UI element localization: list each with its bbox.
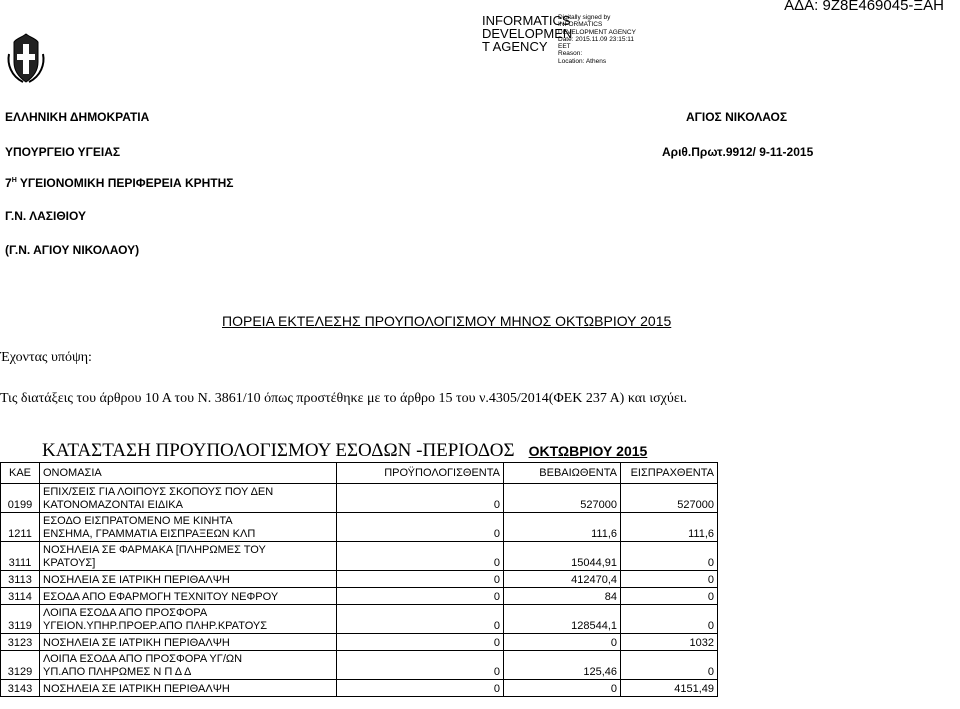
cell-collected: 1032 [621, 634, 718, 651]
cell-name-line: ΚΡΑΤΟΥΣ] [43, 557, 96, 569]
cell-budget: 0 [337, 542, 504, 571]
cell-collected: 0 [621, 542, 718, 571]
cell-name: ΕΣΟΔΑ ΑΠΟ ΕΦΑΡΜΟΓΗ ΤΕΧΝΙΤΟΥ ΝΕΦΡΟΥ [40, 588, 337, 605]
cell-name: ΝΟΣΗΛΕΙΑ ΣΕ ΙΑΤΡΙΚΗ ΠΕΡΙΘΑΛΨΗ [40, 680, 337, 697]
cell-budget: 0 [337, 571, 504, 588]
cell-budget: 0 [337, 634, 504, 651]
signature-detail-line: DEVELOPMENT AGENCY [558, 28, 636, 36]
cell-kae: 3113 [1, 571, 40, 588]
cell-name [40, 484, 337, 513]
region-number: 7 [5, 176, 12, 190]
cell-collected: 0 [621, 571, 718, 588]
hospital-name: Γ.Ν. ΛΑΣΙΘΙΟΥ [5, 209, 86, 223]
ada-code: ΑΔΑ: 9Ζ8Ε469045-ΞΑΗ [784, 0, 944, 14]
cell-budget: 0 [337, 484, 504, 513]
cell-collected: 0 [621, 588, 718, 605]
table-row [1, 605, 718, 634]
greek-emblem-icon [5, 32, 47, 84]
cell-name-line: ΕΣΟΔΟ ΕΙΣΠΡΑΤΟΜΕΝΟ ΜΕ ΚΙΝΗΤΑ [43, 515, 233, 527]
cell-name: ΝΟΣΗΛΕΙΑ ΣΕ ΙΑΤΡΙΚΗ ΠΕΡΙΘΑΛΨΗ [40, 571, 337, 588]
table-header-row [1, 463, 718, 484]
health-region [5, 176, 234, 190]
cell-budget: 0 [337, 513, 504, 542]
cell-name-line: ΝΟΣΗΛΕΙΑ ΣΕ ΦΑΡΜΑΚΑ [ΠΛΗΡΩΜΕΣ ΤΟΥ [43, 544, 266, 556]
cell-budget: 0 [337, 605, 504, 634]
cell-certified: 84 [504, 588, 621, 605]
table-row [1, 571, 718, 588]
table-row [1, 634, 718, 651]
republic-label: ΕΛΛΗΝΙΚΗ ΔΗΜΟΚΡΑΤΙΑ [5, 110, 150, 124]
cell-certified: 15044,91 [504, 542, 621, 571]
cell-kae: 3129 [1, 651, 40, 680]
cell-certified: 412470,4 [504, 571, 621, 588]
cell-name [40, 651, 337, 680]
cell-name: ΝΟΣΗΛΕΙΑ ΣΕ ΙΑΤΡΙΚΗ ΠΕΡΙΘΑΛΨΗ [40, 634, 337, 651]
cell-certified: 527000 [504, 484, 621, 513]
cell-collected: 0 [621, 605, 718, 634]
cell-budget: 0 [337, 680, 504, 697]
table-row [1, 680, 718, 697]
table-row [1, 484, 718, 513]
cell-name-line: ΕΠΙΧ/ΣΕΙΣ ΓΙΑ ΛΟΙΠΟΥΣ ΣΚΟΠΟΥΣ ΠΟΥ ΔΕΝ [43, 486, 274, 498]
column-header-budget: ΠΡΟΫΠΟΛΟΓΙΣΘΕΝΤΑ [337, 463, 504, 484]
signature-details [558, 14, 636, 65]
provisions-text: Τις διατάξεις του άρθρου 10 Α του Ν. 3861/10 όπως προστέθηκε με το άρθρο 15 του ν.4305/2014(ΦΕΚ 237 Α) και ισχύει. [0, 391, 687, 406]
protocol-number: Αριθ.Πρωτ.9912/ 9-11-2015 [662, 145, 814, 159]
column-header-collected: ΕΙΣΠΡΑΧΘΕΝΤΑ [621, 463, 718, 484]
revenue-table [0, 462, 718, 697]
region-superscript: Η [11, 177, 17, 184]
signature-detail-line: Location: Athens [558, 57, 607, 65]
signature-org-line: DEVELOPMEN [482, 26, 573, 41]
cell-name-line: ΛΟΙΠΑ ΕΣΟΔΑ ΑΠΟ ΠΡΟΣΦΟΡΑ ΥΓ/ΩΝ [43, 653, 243, 665]
column-header-certified: ΒΕΒΑΙΩΘΕΝΤΑ [504, 463, 621, 484]
column-header-name: ΟΝΟΜΑΣΙΑ [40, 463, 337, 484]
cell-name-line: ΕΝΣΗΜΑ, ΓΡΑΜΜΑΤΙΑ ΕΙΣΠΡΑΞΕΩΝ ΚΛΠ [43, 528, 256, 540]
signature-detail-line: Digitally signed by [558, 14, 611, 21]
table-row [1, 513, 718, 542]
cell-kae: 3111 [1, 542, 40, 571]
table-row [1, 588, 718, 605]
cell-kae: 0199 [1, 484, 40, 513]
cell-collected: 0 [621, 651, 718, 680]
signature-detail-line: Reason: [558, 50, 583, 58]
cell-kae: 1211 [1, 513, 40, 542]
cell-budget: 0 [337, 588, 504, 605]
cell-name-line: ΥΠ.ΑΠΟ ΠΛΗΡΩΜΕΣ Ν Π Δ Δ [43, 666, 192, 678]
cell-certified: 0 [504, 680, 621, 697]
cell-name [40, 605, 337, 634]
cell-collected: 527000 [621, 484, 718, 513]
signature-org-line: INFORMATICS [482, 13, 571, 28]
cell-name-line: ΛΟΙΠΑ ΕΣΟΔΑ ΑΠΟ ΠΡΟΣΦΟΡΑ [43, 607, 208, 619]
hospital-unit: (Γ.Ν. ΑΓΙΟΥ ΝΙΚΟΛΑΟΥ) [5, 243, 140, 257]
signature-detail-line: INFORMATICS [558, 21, 603, 29]
table-title [42, 440, 647, 462]
table-row [1, 651, 718, 680]
signature-detail-line: EET [558, 43, 571, 51]
table-title-text: ΚΑΤΑΣΤΑΣΗ ΠΡΟΥΠΟΛΟΓΙΣΜΟΥ ΕΣΟΔΩΝ -ΠΕΡΙΟΔΟΣ [42, 440, 515, 461]
cell-kae: 3114 [1, 588, 40, 605]
table-period: ΟΚΤΩΒΡΙΟΥ 2015 [528, 443, 648, 459]
document-title: ΠΟΡΕΙΑ ΕΚΤΕΛΕΣΗΣ ΠΡΟΥΠΟΛΟΓΙΣΜΟΥ ΜΗΝΟΣ ΟΚΤΩΒΡΙΟΥ 2015 [222, 313, 672, 329]
city-label: ΑΓΙΟΣ ΝΙΚΟΛΑΟΣ [686, 110, 788, 124]
cell-certified: 0 [504, 634, 621, 651]
cell-kae: 3119 [1, 605, 40, 634]
column-header-kae: ΚΑΕ [1, 463, 40, 484]
cell-certified: 128544,1 [504, 605, 621, 634]
signature-detail-line: Date: 2015.11.09 23:15:11 [558, 35, 635, 43]
region-name: ΥΓΕΙΟΝΟΜΙΚΗ ΠΕΡΙΦΕΡΕΙΑ ΚΡΗΤΗΣ [19, 176, 234, 190]
signature-org-line: T AGENCY [482, 39, 548, 54]
cell-certified: 125,46 [504, 651, 621, 680]
cell-collected: 4151,49 [621, 680, 718, 697]
cell-name-line: ΚΑΤΟΝΟΜΑΖΟΝΤΑΙ ΕΙΔΙΚΑ [43, 499, 183, 511]
cell-name [40, 542, 337, 571]
cell-kae: 3123 [1, 634, 40, 651]
cell-kae: 3143 [1, 680, 40, 697]
cell-name [40, 513, 337, 542]
cell-collected: 111,6 [621, 513, 718, 542]
ministry-label: ΥΠΟΥΡΓΕΙΟ ΥΓΕΙΑΣ [5, 145, 121, 159]
cell-budget: 0 [337, 651, 504, 680]
cell-name-line: ΥΓΕΙΟΝ.ΥΠΗΡ.ΠΡΟΕΡ.ΑΠΟ ΠΛΗΡ.ΚΡΑΤΟΥΣ [43, 620, 268, 632]
considering-label: Έχοντας υπόψη: [0, 350, 92, 365]
cell-certified: 111,6 [504, 513, 621, 542]
table-row [1, 542, 718, 571]
